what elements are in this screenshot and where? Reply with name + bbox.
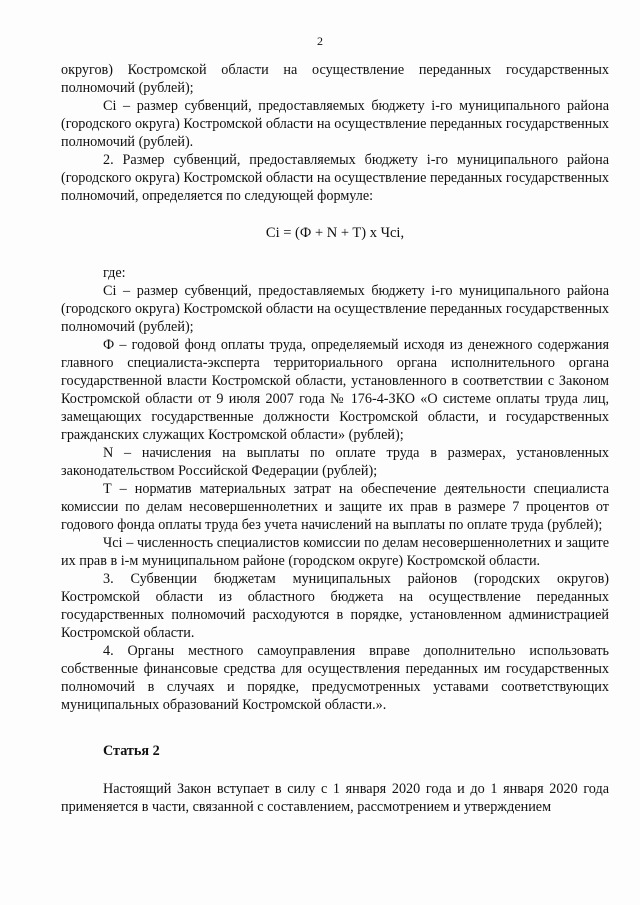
paragraph-continuation: округов) Костромской области на осуществление переданных государственных полномочий (рублей);: [61, 62, 609, 96]
article-heading: Статья 2: [103, 743, 160, 759]
paragraph-ci-term: Ci – размер субвенций, предоставляемых бюджету i-го муниципального района (городского округа) Костромской области на осуществление переданных государственных полномочий (рублей);: [61, 283, 609, 335]
paragraph-n-term: N – начисления на выплаты по оплате труда в размерах, установленных законодательством Российской Федерации (рублей);: [61, 445, 609, 479]
paragraph-clause-4: 4. Органы местного самоуправления вправе дополнительно использовать собственные финансовые средства для осуществления переданных им государственных полномочий в случаях и порядке, предусмотренных уставами соответствующих муниципальных образований Костромской области.».: [61, 643, 609, 713]
paragraph-ci-definition: Ci – размер субвенций, предоставляемых бюджету i-го муниципального района (городского округа) Костромской области на осуществление переданных государственных полномочий (рублей).: [61, 98, 609, 150]
paragraph-f-term: Ф – годовой фонд оплаты труда, определяемый исходя из денежного содержания главного специалиста-эксперта территориального органа исполнительного органа государственной власти Костромской области, установленного в соответствии с Законом Костромской области от 9 июля 2007 года № 176-4-ЗКО «О системе оплаты труда лиц, замещающих государственные должности Костромской области, и государственных гражданских служащих Костромской области» (рублей);: [61, 337, 609, 443]
paragraph-clause-3: 3. Субвенции бюджетам муниципальных районов (городских округов) Костромской области из областного бюджета на осуществление переданных государственных полномочий расходуются в порядке, установленном администрацией Костромской области.: [61, 571, 609, 641]
paragraph-where: где:: [103, 265, 126, 281]
paragraph-clause-2: 2. Размер субвенций, предоставляемых бюджету i-го муниципального района (городского округа) Костромской области на осуществление переданных государственных полномочий, определяется по следующей формуле:: [61, 152, 609, 204]
document-body: [61, 61, 609, 816]
formula: Ci = (Ф + N + T) x Чсi,: [265, 225, 405, 241]
page-number: 2: [317, 34, 323, 48]
paragraph-article-2: Настоящий Закон вступает в силу с 1 января 2020 года и до 1 января 2020 года применяется в части, связанной с составлением, рассмотрением и утверждением: [61, 781, 609, 815]
paragraph-chsi-term: Чсi – численность специалистов комиссии по делам несовершеннолетних и защите их прав в i-м муниципальном районе (городском округе) Костромской области.: [61, 535, 609, 569]
paragraph-t-term: Т – норматив материальных затрат на обеспечение деятельности специалиста комиссии по делам несовершеннолетних и защите их прав в размере 7 процентов от годового фонда оплаты труда без учета начислений на выплаты по оплате труда (рублей);: [61, 481, 609, 533]
